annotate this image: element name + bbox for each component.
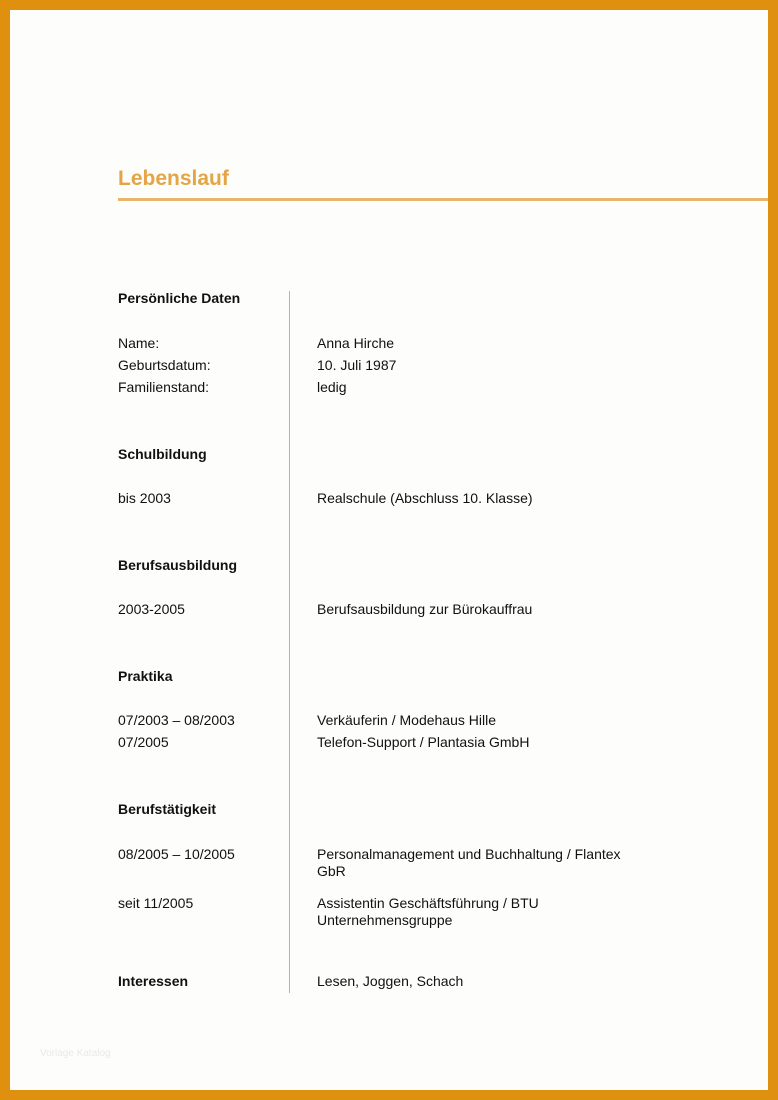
title-underline <box>118 198 768 201</box>
row-label: Geburtsdatum: <box>118 357 211 373</box>
row-label: Name: <box>118 335 160 351</box>
cv-page <box>10 10 768 1090</box>
row-label: 08/2005 – 10/2005 <box>118 846 235 862</box>
row-label: 07/2003 – 08/2003 <box>118 712 235 728</box>
section-heading-employment: Berufstätigkeit <box>118 801 217 817</box>
row-label: 07/2005 <box>118 734 169 750</box>
section-heading-internships: Praktika <box>118 668 173 684</box>
column-divider <box>289 291 290 993</box>
row-label: 2003-2005 <box>118 601 185 617</box>
section-heading-school: Schulbildung <box>118 446 207 462</box>
row-value: Assistentin Geschäftsführung / BTU <box>317 895 539 911</box>
row-value-continued: GbR <box>317 863 346 879</box>
row-value: Realschule (Abschluss 10. Klasse) <box>317 490 533 506</box>
row-value: Verkäuferin / Modehaus Hille <box>317 712 496 728</box>
row-value: Telefon-Support / Plantasia GmbH <box>317 734 530 750</box>
row-value: ledig <box>317 379 347 395</box>
row-value-continued: Unternehmensgruppe <box>317 912 453 928</box>
section-heading-interests: Interessen <box>118 973 189 989</box>
interests-value: Lesen, Joggen, Schach <box>317 973 464 989</box>
row-label: bis 2003 <box>118 490 171 506</box>
row-value: Berufsausbildung zur Bürokauffrau <box>317 601 533 617</box>
row-value: 10. Juli 1987 <box>317 357 397 373</box>
row-label: seit 11/2005 <box>118 895 194 911</box>
page-title: Lebenslauf <box>118 167 229 190</box>
row-label: Familienstand: <box>118 379 210 395</box>
section-heading-vocational: Berufsausbildung <box>118 557 238 573</box>
watermark: Vorlage Katalog <box>40 1048 111 1059</box>
section-heading-personal: Persönliche Daten <box>118 290 241 306</box>
row-value: Personalmanagement und Buchhaltung / Flantex <box>317 846 621 862</box>
row-value: Anna Hirche <box>317 335 395 351</box>
